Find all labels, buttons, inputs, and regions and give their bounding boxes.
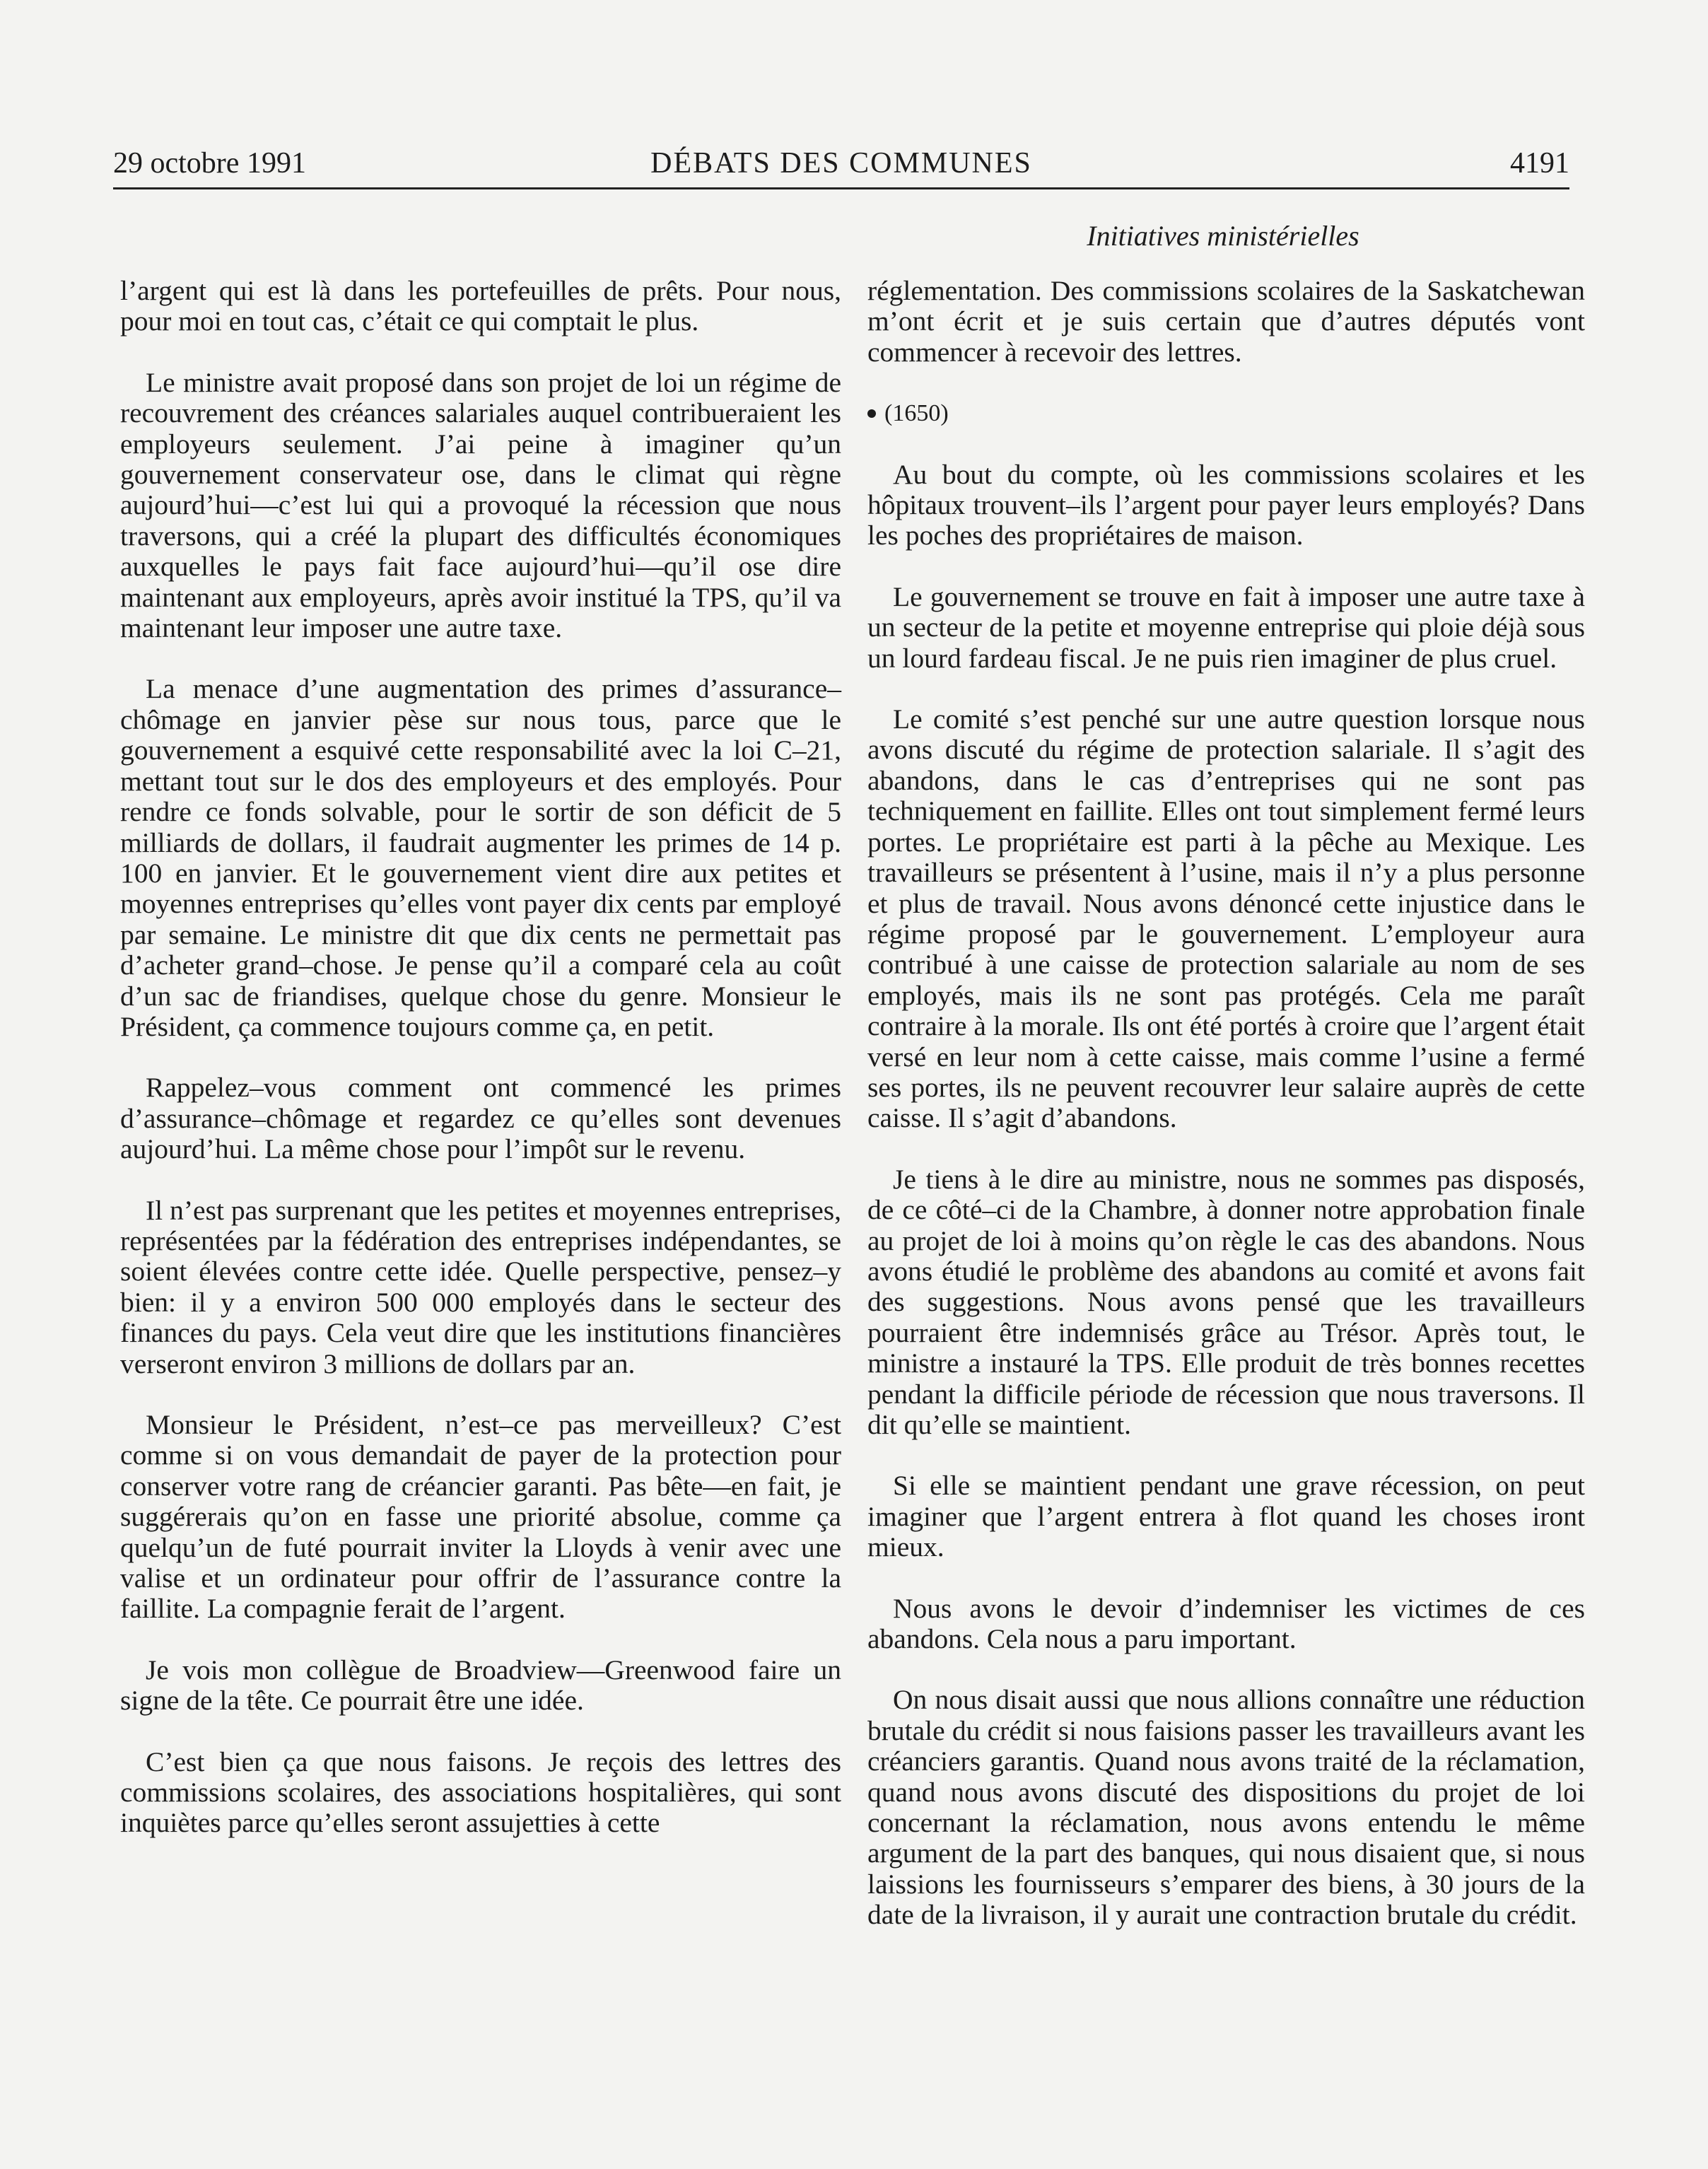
paragraph: Le gouvernement se trouve en fait à imposer une autre taxe à un secteur de la petite et moyenne entreprise qui ploie déjà sous un lourd fardeau fiscal. Je ne puis rien imaginer de plus cruel. <box>867 580 1585 674</box>
paragraph: La menace d’une augmentation des primes d’assurance–chômage en janvier pèse sur nous tous, parce que le gouvernement a esquivé cette responsabilité avec la loi C–21, mettant tout sur le dos des employeurs et des employés. Pour rendre ce fonds solvable, pour le sortir de son déficit de 5 milliards de dollars, il faudrait augmenter les primes de 14 p. 100 en janvier. Et le gouvernement vient dire aux petites et moyennes entreprises qu’elles vont payer dix cents par employé par semaine. Le ministre dit que dix cents ne permettait pas d’acheter grand–chose. Je pense qu’il a comparé cela au coût d’un sac de friandises, quelque chose du genre. Monsieur le Président, ça commence toujours comme ça, en petit. <box>120 673 841 1042</box>
header-date: 29 octobre 1991 <box>113 147 306 180</box>
paragraph: Le ministre avait proposé dans son projet de loi un régime de recouvrement des créances salariales auquel contribueraient les employeurs seulement. J’ai peine à imaginer qu’un gouvernement conservateur ose, dans le climat qui règne aujourd’hui—c’est lui qui a provoqué la récession que nous traversons, qui a créé la plupart des difficultés économiques auxquelles le pays fait face aujourd’hui—qu’il ose dire maintenant aux employeurs, après avoir institué la TPS, qu’il va maintenant leur imposer une autre taxe. <box>120 366 841 644</box>
page-number: 4191 <box>1510 147 1569 180</box>
timestamp-text: (1650) <box>884 400 949 427</box>
paragraph: Au bout du compte, où les commissions scolaires et les hôpitaux trouvent–ils l’argent pour payer leurs employés? Dans les poches des propriétaires de maison. <box>867 458 1585 551</box>
section-heading: Initiatives ministérielles <box>1087 220 1359 252</box>
page-header <box>113 145 1569 189</box>
paragraph: Le comité s’est penché sur une autre question lorsque nous avons discuté du régime de protection salariale. Il s’agit des abandons, dans le cas d’entreprises qui ne sont pas techniquement en faillite. Elles ont tout simplement fermé leurs portes. Le propriétaire est parti à la pêche au Mexique. Les travailleurs se présentent à l’usine, mais il n’y a plus personne et plus de travail. Nous avons dénoncé cette injustice dans le régime proposé par le gouvernement. L’employeur aura contribué à une caisse de protection salariale au nom de ses employés, mais ils ne sont pas protégés. Cela me paraît contraire à la morale. Ils ont été portés à croire que l’argent était versé en leur nom à cette caisse, mais comme l’usine a fermé ses portes, ils ne peuvent recouvrer leur salaire auprès de cette caisse. Il s’agit d’abandons. <box>867 703 1585 1134</box>
paragraph: On nous disait aussi que nous allions connaître une réduction brutale du crédit si nous faisions passer les travailleurs avant les créanciers garantis. Quand nous avons traité de la réclamation, quand nous avons discuté des dispositions du projet de loi concernant la réclamation, nous avons entendu le même argument de la part des banques, qui nous disaient que, si nous laissions les fournisseurs s’emparer des biens, à 30 jours de la date de la livraison, il y aurait une contraction brutale du crédit. <box>867 1684 1585 1931</box>
paragraph: Nous avons le devoir d’indemniser les victimes de ces abandons. Cela nous a paru important. <box>867 1592 1585 1655</box>
paragraph: Monsieur le Président, n’est–ce pas merveilleux? C’est comme si on vous demandait de payer de la protection pour conserver votre rang de créancier garanti. Pas bête—en fait, je suggérerais qu’on en fasse une priorité absolue, comme ça quelqu’un de futé pourrait inviter la Lloyds à venir avec une valise et un ordinateur pour offrir de l’assurance contre la faillite. La compagnie ferait de l’argent. <box>120 1409 841 1625</box>
right-column <box>867 276 1585 1961</box>
paragraph: C’est bien ça que nous faisons. Je reçois des lettres des commissions scolaires, des associations hospitalières, qui sont inquiètes parce qu’elles seront assujetties à cette <box>120 1746 841 1839</box>
paragraph: l’argent qui est là dans les portefeuilles de prêts. Pour nous, pour moi en tout cas, c’était ce qui comptait le plus. <box>120 275 841 337</box>
timestamp <box>867 398 1585 428</box>
paragraph: réglementation. Des commissions scolaires de la Saskatchewan m’ont écrit et je suis certain que d’autres députés vont commencer à recevoir des lettres. <box>867 275 1585 368</box>
paragraph: Rappelez–vous comment ont commencé les primes d’assurance–chômage et regardez ce qu’elles sont devenues aujourd’hui. La même chose pour l’impôt sur le revenu. <box>120 1072 841 1165</box>
paragraph: Il n’est pas surprenant que les petites et moyennes entreprises, représentées par la fédération des entreprises indépendantes, se soient élevées contre cette idée. Quelle perspective, pensez–y bien: il y a environ 500 000 employés dans le secteur des finances du pays. Cela veut dire que les institutions financières verseront environ 3 millions de dollars par an. <box>120 1194 841 1379</box>
paragraph: Je vois mon collègue de Broadview—Greenwood faire un signe de la tête. Ce pourrait être une idée. <box>120 1654 841 1717</box>
header-title: DÉBATS DES COMMUNES <box>650 147 1032 180</box>
paragraph: Si elle se maintient pendant une grave récession, on peut imaginer que l’argent entrera à flot quand les choses iront mieux. <box>867 1470 1585 1563</box>
paragraph: Je tiens à le dire au ministre, nous ne sommes pas disposés, de ce côté–ci de la Chambre, à donner notre approbation finale au projet de loi à moins qu’on règle le cas des abandons. Nous avons étudié le problème des abandons au comité et avons fait des suggestions. Nous avons pensé que les travailleurs pourraient être indemnisés grâce au Trésor. Après tout, le ministre a instauré la TPS. Elle produit de très bonnes recettes pendant la difficile période de récession que nous traversons. Il dit qu’elle se maintient. <box>867 1163 1585 1440</box>
left-column <box>120 276 841 1869</box>
bullet-icon <box>867 409 876 418</box>
